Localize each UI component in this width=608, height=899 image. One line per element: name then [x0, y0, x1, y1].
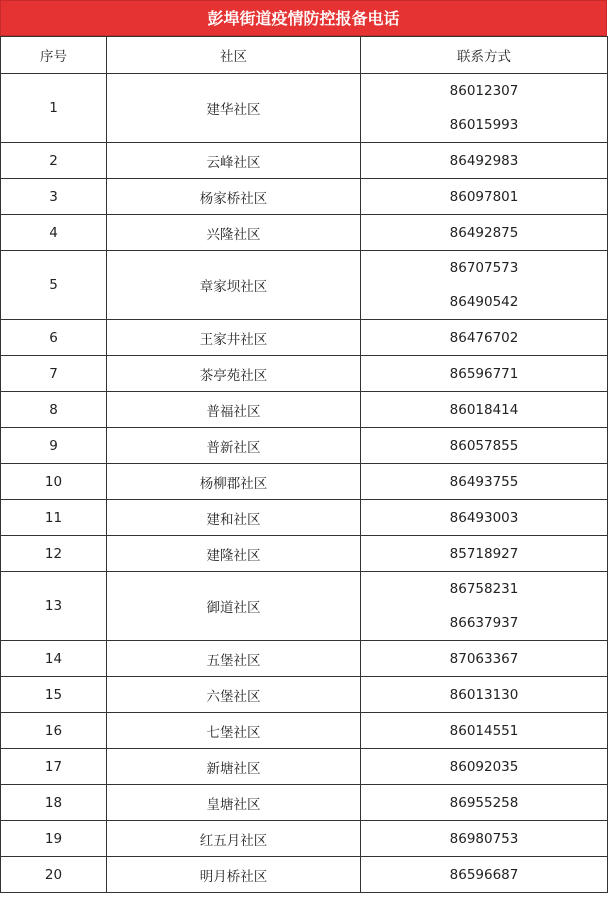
row-phones [361, 251, 608, 320]
table-row [1, 536, 608, 572]
phone-number: 86493755 [449, 473, 519, 490]
row-phones [361, 857, 608, 893]
table-row [1, 677, 608, 713]
row-index: 17 [1, 749, 107, 785]
row-phones [361, 641, 608, 677]
table-row [1, 749, 608, 785]
row-index: 4 [1, 215, 107, 251]
row-community: 普福社区 [107, 392, 361, 428]
table-row [1, 572, 608, 641]
row-community: 御道社区 [107, 572, 361, 641]
phone-number: 86596687 [449, 866, 519, 883]
row-community: 五堡社区 [107, 641, 361, 677]
row-index: 15 [1, 677, 107, 713]
row-phones [361, 821, 608, 857]
phone-number: 86492983 [449, 152, 519, 169]
row-community: 王家井社区 [107, 320, 361, 356]
row-phones [361, 785, 608, 821]
table-row [1, 821, 608, 857]
contact-table [0, 36, 608, 893]
row-index: 10 [1, 464, 107, 500]
phone-number: 87063367 [449, 650, 519, 667]
row-community: 红五月社区 [107, 821, 361, 857]
phone-number: 86596771 [449, 365, 519, 382]
phone-number: 86018414 [449, 401, 519, 418]
row-phones [361, 536, 608, 572]
row-community: 建华社区 [107, 74, 361, 143]
row-index: 2 [1, 143, 107, 179]
row-phones [361, 572, 608, 641]
row-community: 兴隆社区 [107, 215, 361, 251]
row-phones [361, 143, 608, 179]
table-row [1, 143, 608, 179]
table-row [1, 356, 608, 392]
row-community: 六堡社区 [107, 677, 361, 713]
phone-number: 86492875 [449, 224, 519, 241]
table-header-row [1, 37, 608, 74]
row-index: 12 [1, 536, 107, 572]
row-phones [361, 713, 608, 749]
table-row [1, 428, 608, 464]
table-row [1, 320, 608, 356]
phone-number: 86012307 [449, 83, 519, 99]
row-index: 16 [1, 713, 107, 749]
row-community: 杨家桥社区 [107, 179, 361, 215]
phone-number: 86637937 [449, 615, 519, 631]
phone-number: 85718927 [449, 545, 519, 562]
row-index: 8 [1, 392, 107, 428]
row-phones [361, 464, 608, 500]
table-row [1, 215, 608, 251]
row-phones [361, 74, 608, 143]
phone-number: 86758231 [449, 581, 519, 597]
row-phones [361, 356, 608, 392]
row-community: 建和社区 [107, 500, 361, 536]
row-index: 7 [1, 356, 107, 392]
row-index: 9 [1, 428, 107, 464]
row-community: 明月桥社区 [107, 857, 361, 893]
header-community: 社区 [107, 37, 361, 74]
row-index: 14 [1, 641, 107, 677]
row-index: 5 [1, 251, 107, 320]
row-phones [361, 392, 608, 428]
phone-number: 86707573 [449, 260, 519, 276]
phone-number: 86014551 [449, 722, 519, 739]
phone-number: 86476702 [449, 329, 519, 346]
row-community: 建隆社区 [107, 536, 361, 572]
row-index: 18 [1, 785, 107, 821]
row-index: 20 [1, 857, 107, 893]
row-phones [361, 428, 608, 464]
header-index: 序号 [1, 37, 107, 74]
table-row [1, 713, 608, 749]
row-index: 11 [1, 500, 107, 536]
table-row [1, 857, 608, 893]
table-row [1, 500, 608, 536]
phone-number: 86980753 [449, 830, 519, 847]
table-row [1, 74, 608, 143]
row-phones [361, 677, 608, 713]
phone-number: 86493003 [449, 509, 519, 526]
row-community: 茶亭苑社区 [107, 356, 361, 392]
table-row [1, 785, 608, 821]
table-row [1, 179, 608, 215]
row-community: 云峰社区 [107, 143, 361, 179]
phone-number: 86092035 [449, 758, 519, 775]
row-index: 3 [1, 179, 107, 215]
row-index: 1 [1, 74, 107, 143]
table-body [1, 74, 608, 893]
row-phones [361, 500, 608, 536]
row-index: 6 [1, 320, 107, 356]
phone-number: 86490542 [449, 294, 519, 310]
row-community: 普新社区 [107, 428, 361, 464]
row-index: 19 [1, 821, 107, 857]
table-row [1, 392, 608, 428]
row-community: 七堡社区 [107, 713, 361, 749]
row-community: 新塘社区 [107, 749, 361, 785]
row-community: 章家坝社区 [107, 251, 361, 320]
table-row [1, 464, 608, 500]
row-community: 杨柳郡社区 [107, 464, 361, 500]
phone-number: 86015993 [449, 117, 519, 133]
phone-number: 86955258 [449, 794, 519, 811]
header-contact: 联系方式 [361, 37, 608, 74]
phone-number: 86057855 [449, 437, 519, 454]
table-row [1, 641, 608, 677]
row-index: 13 [1, 572, 107, 641]
row-phones [361, 320, 608, 356]
row-phones [361, 749, 608, 785]
page-title: 彭埠街道疫情防控报备电话 [0, 0, 607, 36]
phone-number: 86013130 [449, 686, 519, 703]
row-phones [361, 215, 608, 251]
table-row [1, 251, 608, 320]
row-phones [361, 179, 608, 215]
row-community: 皇塘社区 [107, 785, 361, 821]
phone-number: 86097801 [449, 188, 519, 205]
